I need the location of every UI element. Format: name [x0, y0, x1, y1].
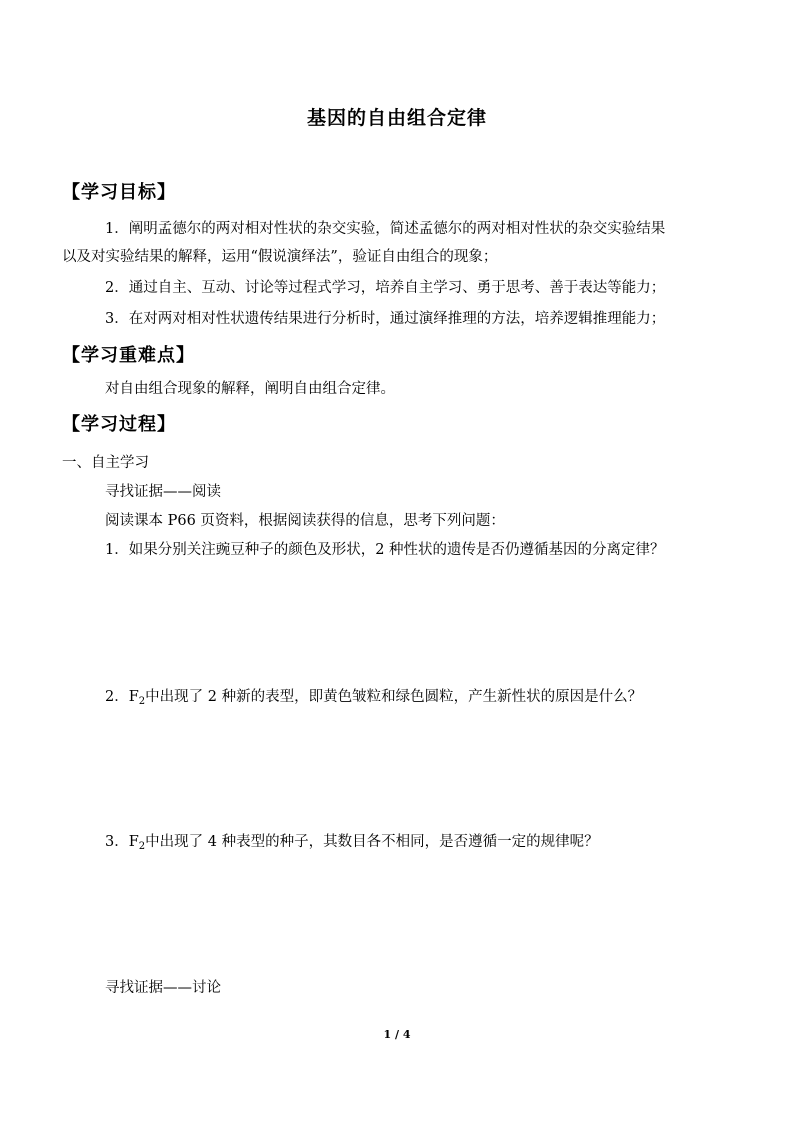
question-1: 1．如果分别关注豌豆种子的颜色及形状，2 种性状的遗传是否仍遵循基因的分离定律？ — [105, 542, 665, 558]
goal-item-3: 3．在对两对相对性状遗传结果进行分析时，通过演绎推理的方法，培养逻辑推理能力； — [105, 311, 666, 327]
page-number: 1 / 4 — [383, 1028, 411, 1041]
page-title: 基因的自由组合定律 — [306, 107, 487, 129]
section-heading-process: 【学习过程】 — [62, 414, 176, 435]
reading-instruction: 阅读课本 P66 页资料，根据阅读获得的信息，思考下列问题： — [105, 513, 505, 529]
goal-item-1-continued: 以及对实验结果的解释，运用“假说演绎法”，验证自由组合的现象； — [62, 249, 498, 265]
goal-item-1: 1．阐明孟德尔的两对相对性状的杂交实验，简述孟德尔的两对相对性状的杂交实验结果 — [105, 221, 666, 237]
evidence-reading-heading: 寻找证据——阅读 — [105, 484, 221, 500]
section-heading-key-points: 【学习重难点】 — [62, 345, 195, 366]
part-heading-self-study: 一、自主学习 — [62, 455, 149, 471]
section-heading-goals: 【学习目标】 — [62, 182, 176, 203]
evidence-discussion-heading: 寻找证据——讨论 — [105, 980, 221, 996]
goal-item-2: 2．通过自主、互动、讨论等过程式学习，培养自主学习、勇于思考、善于表达等能力； — [105, 280, 666, 296]
question-3: 3．$F_2$中出现了 4 种表型的种子，其数目各不相同，是否遵循一定的规律呢？ — [105, 834, 599, 852]
key-points-text: 对自由组合现象的解释，阐明自由组合定律。 — [105, 381, 395, 397]
question-2: 2．$F_2$中出现了 2 种新的表型，即黄色皱粒和绿色圆粒，产生新性状的原因是什么？ — [105, 689, 643, 707]
